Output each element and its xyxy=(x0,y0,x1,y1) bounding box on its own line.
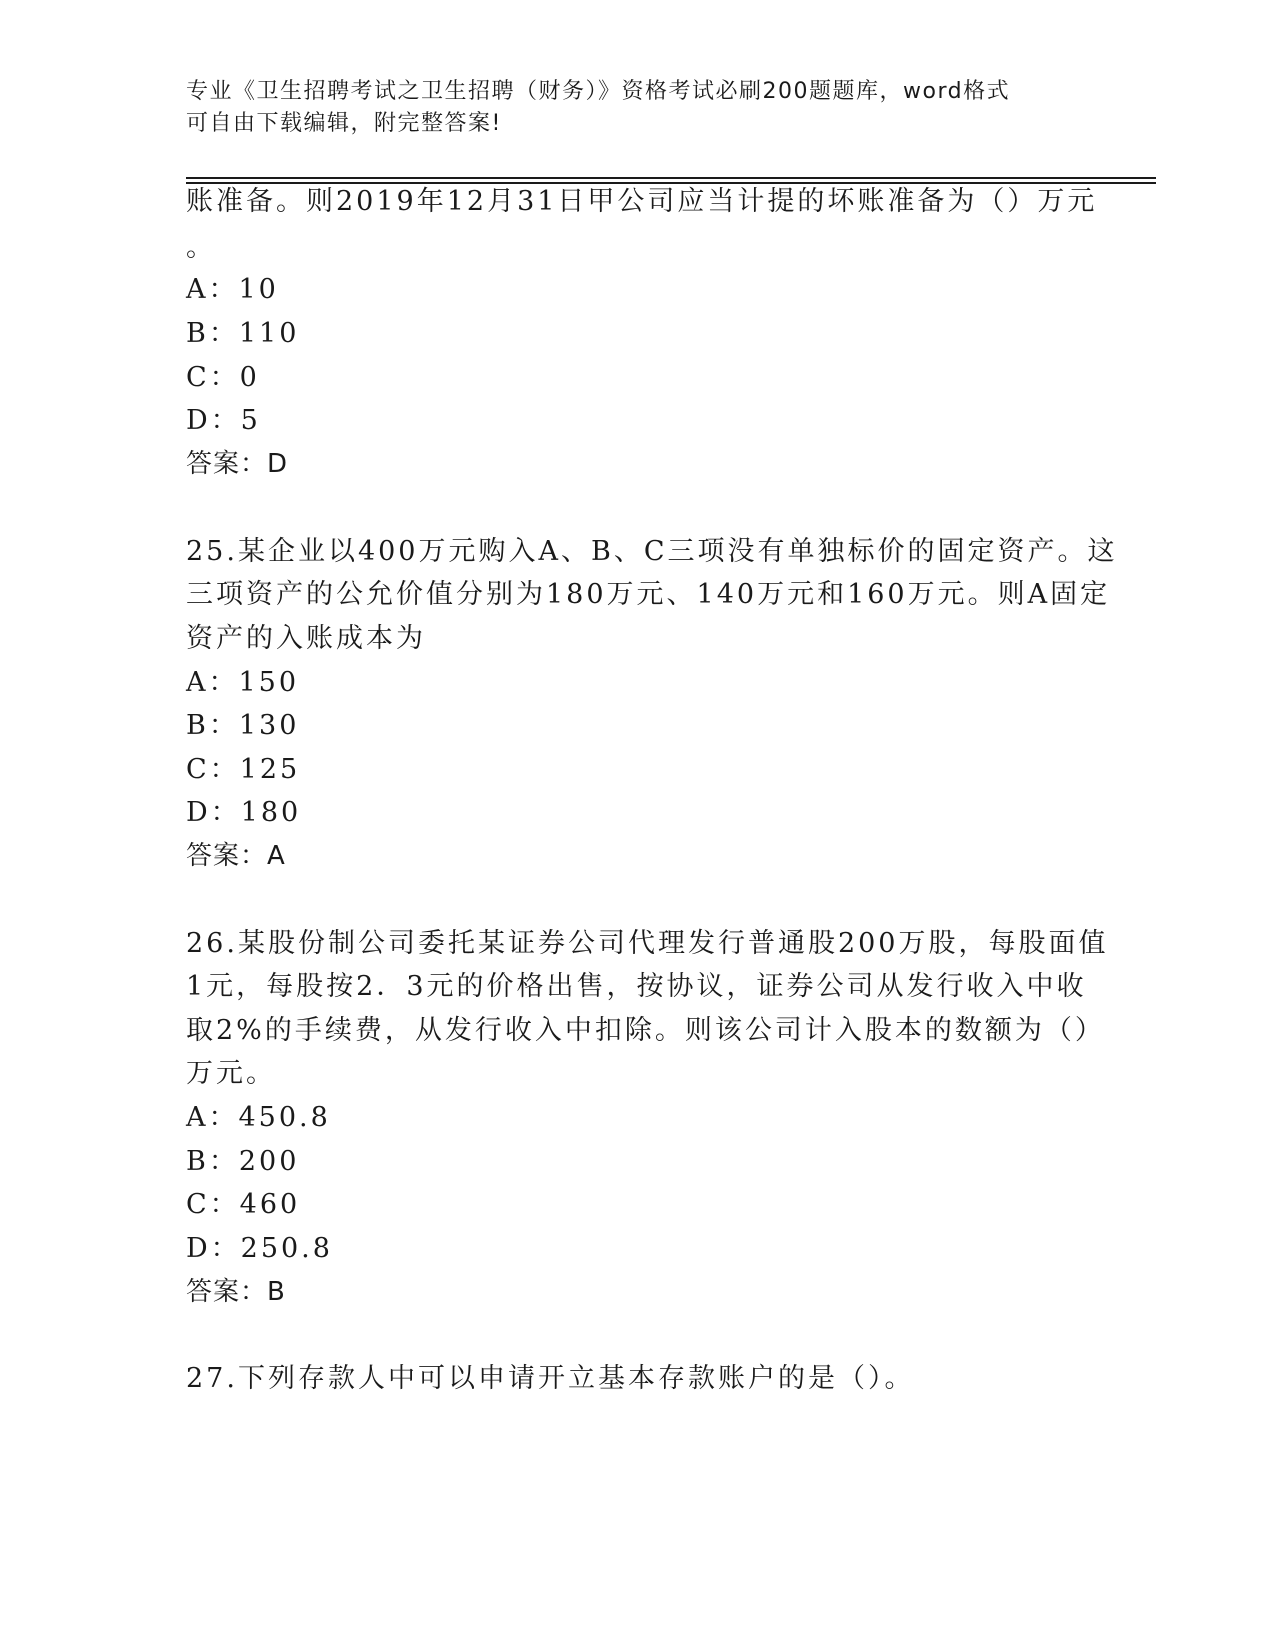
question-25-text-line: 三项资产的公允价值分别为180万元、140万元和160万元。则A固定 xyxy=(186,579,1111,610)
question-26-text-line: 万元。 xyxy=(186,1058,276,1089)
question-25-option-d: D：180 xyxy=(186,797,302,828)
header-rule-top xyxy=(186,177,1156,179)
question-26-text-line: 1元，每股按2．3元的价格出售，按协议，证券公司从发行收入中收 xyxy=(186,971,1087,1002)
question-26-option-b: B：200 xyxy=(186,1146,300,1177)
question-24-answer: 答案：D xyxy=(186,449,289,479)
question-24-option-a: A：10 xyxy=(186,274,279,305)
question-25-option-a: A：150 xyxy=(186,667,300,698)
document-header xyxy=(186,76,1066,140)
question-25-text-line: 25.某企业以400万元购入A、B、C三项没有单独标价的固定资产。这 xyxy=(186,536,1118,567)
question-26-option-d: D：250.8 xyxy=(186,1233,333,1264)
question-26-answer: 答案：B xyxy=(186,1277,286,1307)
header-line-1: 专业《卫生招聘考试之卫生招聘（财务）》资格考试必刷200题题库，word格式 xyxy=(186,79,1011,104)
question-24-text-line: 账准备。则2019年12月31日甲公司应当计提的坏账准备为（）万元 xyxy=(186,186,1098,217)
question-26-option-a: A：450.8 xyxy=(186,1102,331,1133)
question-26-text-line: 26.某股份制公司委托某证券公司代理发行普通股200万股，每股面值 xyxy=(186,928,1109,959)
question-25-option-b: B：130 xyxy=(186,710,300,741)
header-line-2: 可自由下载编辑，附完整答案! xyxy=(186,111,502,136)
question-26-option-c: C：460 xyxy=(186,1189,301,1220)
question-24-option-d: D：5 xyxy=(186,405,261,436)
question-24-option-c: C：0 xyxy=(186,362,260,393)
question-24-text-line: 。 xyxy=(186,232,216,263)
question-24-option-b: B：110 xyxy=(186,318,300,349)
question-27-text-line: 27.下列存款人中可以申请开立基本存款账户的是（）。 xyxy=(186,1363,915,1394)
question-25-option-c: C：125 xyxy=(186,754,301,785)
question-25-text-line: 资产的入账成本为 xyxy=(186,623,426,654)
question-26-text-line: 取2%的手续费，从发行收入中扣除。则该公司计入股本的数额为（） xyxy=(186,1015,1105,1046)
question-25-answer: 答案：A xyxy=(186,841,286,871)
